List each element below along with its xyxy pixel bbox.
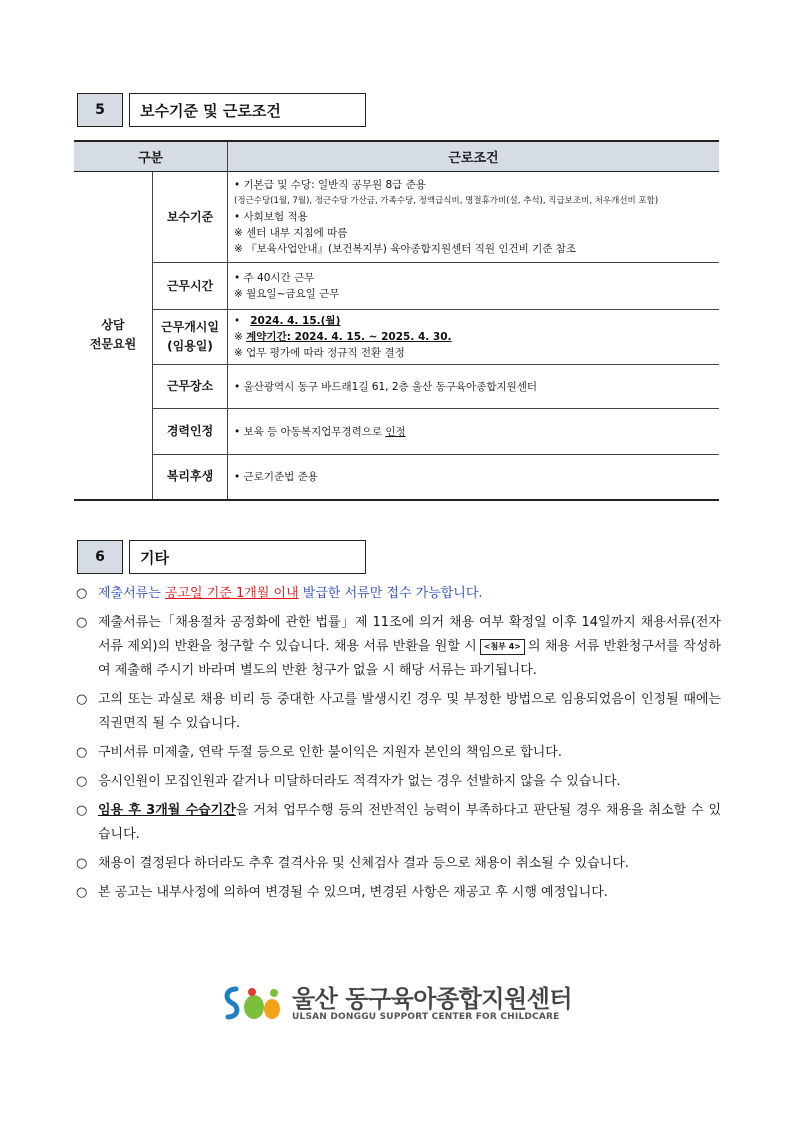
- hours-line1: • 주 40시간 근무: [234, 272, 315, 284]
- bullet-icon: ○: [76, 774, 88, 789]
- note-4-text: 구비서류 미제출, 연락 두절 등으로 인한 불이익은 지원자 본인의 책임으로 합니다.: [98, 745, 563, 760]
- table-row: [74, 365, 719, 409]
- bullet-icon: ○: [76, 615, 88, 630]
- note-4: [76, 741, 721, 765]
- start-line1-wrap: • 2024. 4. 15.(월): [234, 315, 341, 327]
- table-row: [74, 455, 719, 500]
- pay-line5: ※ 『보육사업안내』(보건복지부) 육아종합지원센터 직원 인건비 기준 참조: [234, 243, 577, 255]
- start-line3: ※ 업무 평가에 따라 정규직 전환 결정: [234, 347, 405, 359]
- item-hours: 근무시간: [153, 263, 228, 310]
- note-1-highlight: 공고일 기준 1개월 이내: [164, 586, 299, 601]
- note-5: [76, 770, 721, 794]
- contract-period: 계약기간: 2024. 4. 15. ~ 2025. 4. 30.: [246, 331, 452, 343]
- section-title: 보수기준 및 근로조건: [129, 93, 366, 127]
- section-6-header: [77, 540, 366, 574]
- section-number: 5: [77, 93, 123, 127]
- note-3: [76, 688, 721, 736]
- center-logo: [222, 982, 582, 1026]
- category-line2: 전문요원: [89, 337, 137, 352]
- logo-text: [292, 986, 572, 1022]
- bullet-icon: ○: [76, 745, 88, 760]
- table-row: [74, 310, 719, 365]
- table-header-row: [74, 141, 719, 172]
- item-pay: 보수기준: [153, 172, 228, 263]
- category-line1: 상담: [101, 318, 125, 333]
- pay-line1: • 기본급 및 수당: 일반직 공무원 8급 준용: [234, 179, 426, 191]
- note-7-text: 채용이 결정된다 하더라도 추후 결격사유 및 신체검사 결과 등으로 채용이 취소될 수 있습니다.: [98, 856, 629, 871]
- table-row: [74, 263, 719, 310]
- work-conditions-table: [74, 140, 719, 501]
- note-8: [76, 881, 721, 905]
- career-recognized: 인정: [385, 425, 406, 438]
- attachment-4-label: <첨부 4>: [480, 639, 525, 655]
- section-5-header: [77, 93, 366, 127]
- pay-line4: ※ 센터 내부 지침에 따름: [234, 227, 348, 239]
- table-row: [74, 409, 719, 455]
- start-line2-prefix: ※: [234, 331, 247, 343]
- section-number: 6: [77, 540, 123, 574]
- note-1: [76, 582, 721, 606]
- start-label2: (임용일): [167, 339, 213, 353]
- header-category: 구분: [74, 141, 228, 172]
- note-8-text: 본 공고는 내부사정에 의하여 변경될 수 있으며, 변경된 사항은 재공고 후 시행 예정입니다.: [98, 885, 608, 900]
- start-label1: 근무개시일: [161, 320, 219, 334]
- bullet-icon: ○: [76, 692, 88, 707]
- category-cell: [74, 172, 153, 500]
- note-5-text: 응시인원이 모집인원과 같거나 미달하더라도 적격자가 없는 경우 선발하지 않을 수 있습니다.: [98, 774, 621, 789]
- header-conditions: 근로조건: [228, 141, 720, 172]
- welfare-content: • 근로기준법 준용: [228, 455, 720, 500]
- note-6-probation: 임용 후 3개월 수습기간: [98, 803, 236, 818]
- center-logo-icon: [222, 983, 284, 1025]
- table-row: [74, 172, 719, 263]
- note-2: [76, 611, 721, 683]
- place-content: • 울산광역시 동구 바드래1길 61, 2층 울산 동구육아종합지원센터: [228, 365, 720, 409]
- item-place: 근무장소: [153, 365, 228, 409]
- hours-line2: ※ 월요일~금요일 근무: [234, 288, 340, 300]
- section-title: 기타: [129, 540, 366, 574]
- career-prefix: • 보육 등 아동복지업무경력으로: [234, 425, 386, 438]
- hours-content: [228, 263, 720, 310]
- pay-content: [228, 172, 720, 263]
- note-2-a: 제출서류는「채용절차 공정화에 관한 법률」제 11조에 의거 채용 여부 확정일 이후 14일까지 채용서류(전자서류 제외)의 반환을 청구할 수 있습니다. 채용 서류 반환을 원할 시: [98, 615, 721, 654]
- note-6-b: 을 거쳐 업무수행 등의 전반적인 능력이 부족하다고 판단될 경우 채용을 취소할 수 있습니다.: [98, 803, 721, 842]
- note-2-b: 의 채용 서류 반환청구서를 작성하여 제출해 주시기 바라며 별도의 반환 청구가 없을 시 해당 서류는 파기됩니다.: [98, 639, 721, 678]
- note-7: [76, 852, 721, 876]
- notes-list: [76, 582, 721, 910]
- item-welfare: 복리후생: [153, 455, 228, 500]
- start-content: [228, 310, 720, 365]
- bullet-icon: ○: [76, 885, 88, 900]
- career-content: [228, 409, 720, 455]
- bullet-icon: ○: [76, 803, 88, 818]
- logo-english-name: ULSAN DONGGU SUPPORT CENTER FOR CHILDCARE: [292, 1012, 560, 1022]
- bullet-icon: ○: [76, 586, 88, 601]
- bullet-icon: ○: [76, 856, 88, 871]
- note-1-a: 제출서류는: [98, 586, 165, 601]
- start-line2: [234, 329, 713, 345]
- logo-korean-name: 울산 동구육아종합지원센터: [292, 985, 573, 1013]
- item-start-date: [153, 310, 228, 365]
- note-3-text: 고의 또는 과실로 채용 비리 등 중대한 사고를 발생시킨 경우 및 부정한 방법으로 임용되었음이 인정될 때에는 직권면직 될 수 있습니다.: [98, 692, 721, 731]
- note-6: [76, 799, 721, 847]
- item-career: 경력인정: [153, 409, 228, 455]
- start-date-value: 2024. 4. 15.(월): [250, 315, 341, 327]
- note-1-c: 발급한 서류만 접수 가능합니다.: [298, 586, 483, 601]
- pay-line3: • 사회보험 적용: [234, 211, 308, 223]
- pay-line2: (정근수당(1월, 7월), 정근수당 가산금, 가족수당, 정액급식비, 명절휴가비(설, 추석), 직급보조비, 처우개선비 포함): [234, 196, 659, 206]
